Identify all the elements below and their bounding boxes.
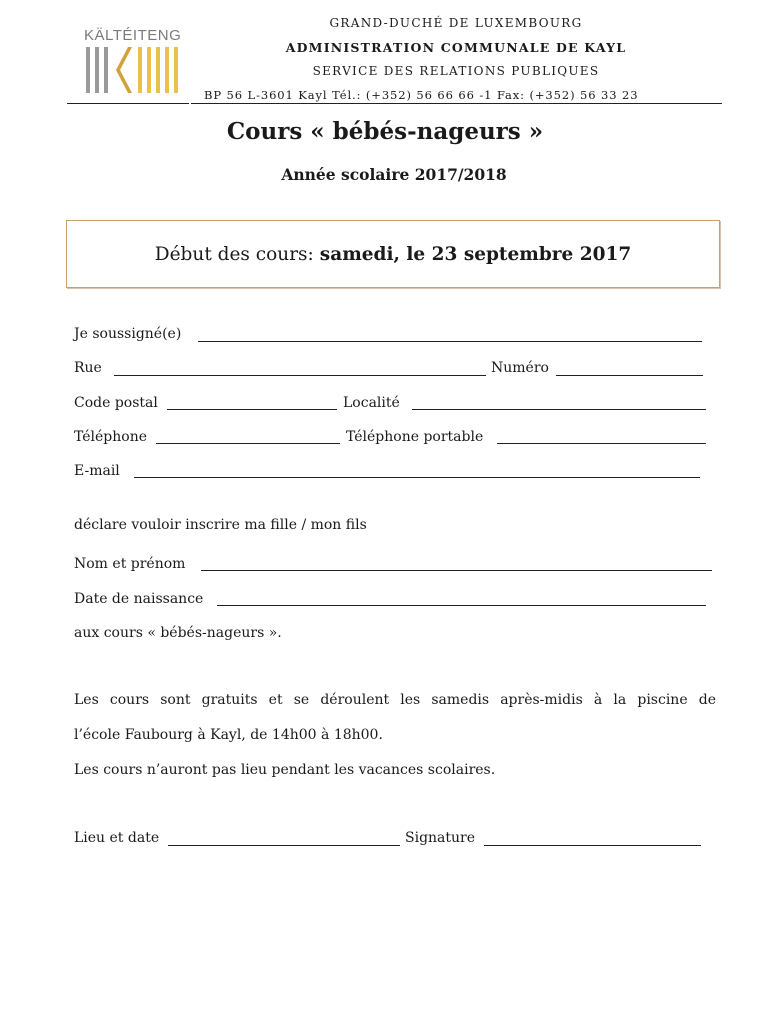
aux-cours-text: aux cours « bébés-nageurs ». [74,625,282,641]
nom-prenom-label: Nom et prénom [74,556,186,572]
signature-field[interactable] [484,845,701,846]
lieu-date-field[interactable] [168,845,400,846]
numero-label: Numéro [491,360,549,376]
telephone-field[interactable] [156,443,340,444]
page-title: Cours « bébés-nageurs » [226,118,544,145]
email-field[interactable] [134,477,700,478]
header-contact: BP 56 L-3601 Kayl Tél.: (+352) 56 66 66 -1 Fax: (+352) 56 33 23 [204,88,639,102]
localite-field[interactable] [412,409,706,410]
header-administration: ADMINISTRATION COMMUNALE DE KAYL [285,40,627,55]
localite-label: Localité [343,395,400,411]
telephone-portable-field[interactable] [497,443,706,444]
info-line-1: Les cours sont gratuits et se déroulent les samedis après-midis à la piscine de [74,692,716,708]
start-date-label: Début des cours: [154,243,314,265]
lieu-date-label: Lieu et date [74,830,160,846]
start-date-box [66,220,720,288]
rue-field[interactable] [114,375,486,376]
soussigne-field[interactable] [198,341,702,342]
logo-bars-icon [86,47,186,93]
declare-text: déclare vouloir inscrire ma fille / mon fils [74,517,367,533]
telephone-label: Téléphone [74,429,148,445]
date-naissance-label: Date de naissance [74,591,204,607]
header-rule-right [191,103,722,104]
numero-field[interactable] [556,375,703,376]
rue-label: Rue [74,360,102,376]
code-postal-field[interactable] [167,409,337,410]
code-postal-label: Code postal [74,395,158,411]
logo [84,27,188,95]
telephone-portable-label: Téléphone portable [346,429,484,445]
soussigne-label: Je soussigné(e) [74,326,182,342]
info-line-3: Les cours n’auront pas lieu pendant les vacances scolaires. [74,762,496,778]
header-service: SERVICE DES RELATIONS PUBLIQUES [312,64,600,78]
logo-text: KÄLTÉITENG [84,27,182,44]
header-rule-left [67,103,189,104]
start-date-value: samedi, le 23 septembre 2017 [319,243,632,265]
page-subtitle: Année scolaire 2017/2018 [281,165,507,184]
nom-prenom-field[interactable] [201,570,712,571]
info-line-2: l’école Faubourg à Kayl, de 14h00 à 18h00. [74,727,383,743]
signature-label: Signature [405,830,476,846]
header-country: GRAND-DUCHÉ DE LUXEMBOURG [329,16,583,30]
email-label: E-mail [74,463,120,479]
date-naissance-field[interactable] [217,605,706,606]
